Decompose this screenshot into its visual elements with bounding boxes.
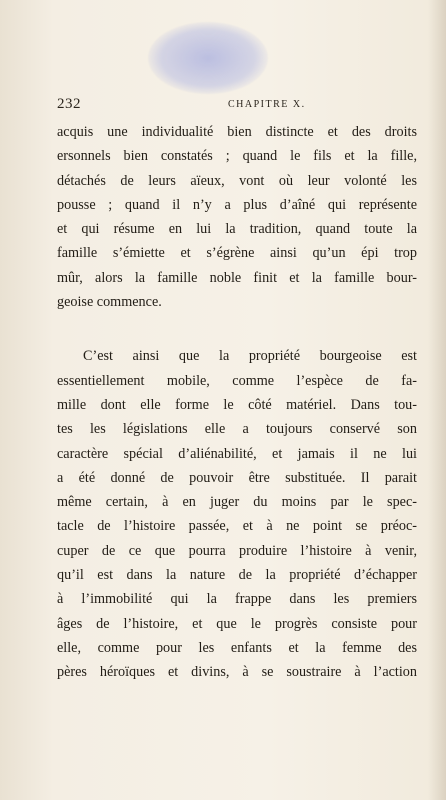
page-number: 232 xyxy=(57,96,81,112)
text-line: ersonnels bien constatés ; quand le fils et la fille, xyxy=(57,148,417,165)
library-stamp xyxy=(148,22,268,94)
text-line: a été donné de pouvoir être substituée. Il parait xyxy=(57,469,417,486)
text-line: mûr, alors la famille noble finit et la famille bour- xyxy=(57,269,417,286)
text-line: tes les législations elle a toujours conservé son xyxy=(57,421,417,438)
text-line: acquis une individualité bien distincte et des droits xyxy=(57,124,417,140)
text-line: C’est ainsi que la propriété bourgeoise est xyxy=(83,348,417,365)
body-text xyxy=(57,120,417,685)
text-line: détachés de leurs aïeux, vont où leur volonté les xyxy=(57,172,417,189)
text-line: à l’immobilité qui la frappe dans les premiers xyxy=(57,591,417,608)
text-line: essentiellement mobile, comme l’espèce de fa- xyxy=(57,372,417,389)
text-line: tacle de l’histoire passée, et à ne point se préoc- xyxy=(57,518,417,535)
text-line: cuper de ce que pourra produire l’histoire à venir, xyxy=(57,542,417,559)
paragraph-gap xyxy=(57,314,417,344)
text-line: âges de l’histoire, et que le progrès consiste pour xyxy=(57,615,417,632)
text-line: pères héroïques et divins, à se soustraire à l’action xyxy=(57,664,417,681)
text-line: geoise commence. xyxy=(57,294,162,311)
page-gutter-shadow xyxy=(428,0,446,800)
text-line: caractère spécial d’aliénabilité, et jamais il ne lui xyxy=(57,445,417,462)
running-header xyxy=(0,96,446,116)
text-line: même certain, à en juger du moins par le spec- xyxy=(57,494,417,511)
text-line: pousse ; quand il n’y a plus d’aîné qui représente xyxy=(57,196,417,213)
text-line: qu’il est dans la nature de la propriété d’échapper xyxy=(57,567,417,584)
chapter-title: CHAPITRE X. xyxy=(228,99,306,110)
text-line: famille s’émiette et s’égrène ainsi qu’un épi trop xyxy=(57,245,417,262)
text-line: et qui résume en lui la tradition, quand toute la xyxy=(57,221,417,238)
text-line: elle, comme pour les enfants et la femme des xyxy=(57,639,417,656)
text-line: mille dont elle forme le côté matériel. Dans tou- xyxy=(57,396,417,413)
